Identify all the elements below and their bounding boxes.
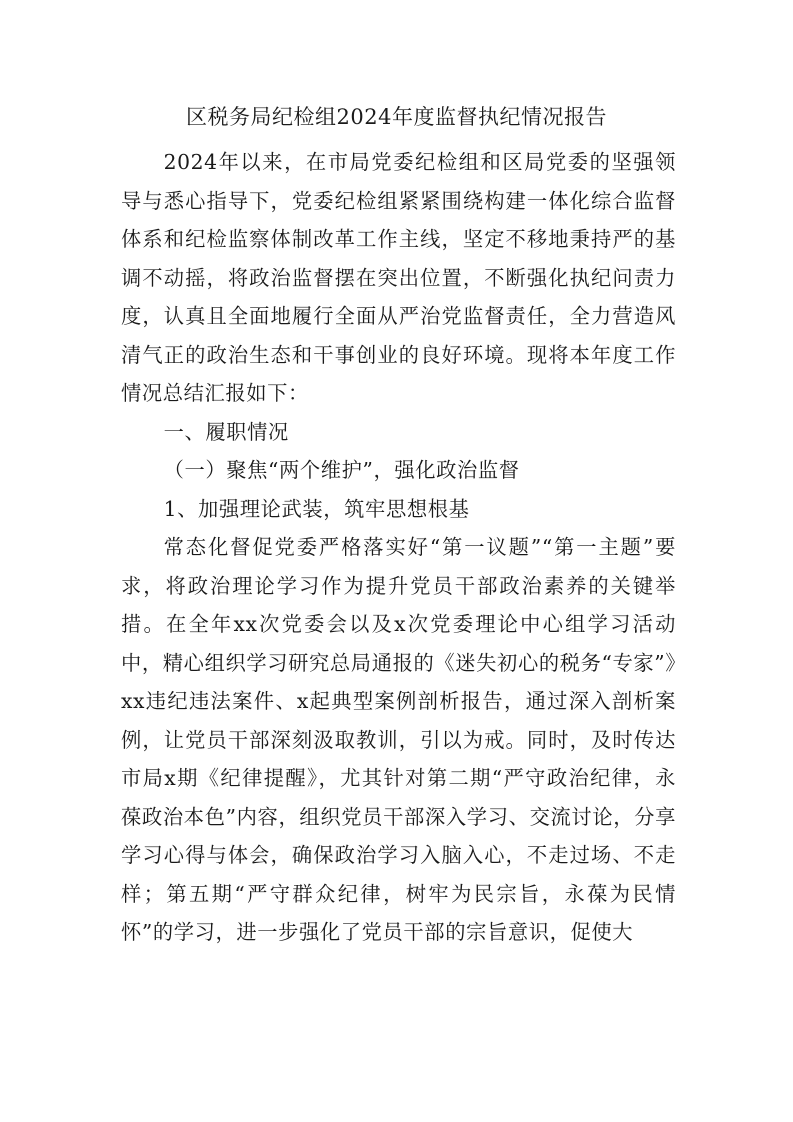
- body-paragraph-intro: 2024年以来，在市局党委纪检组和区局党委的坚强领导与悉心指导下，党委纪检组紧紧围绕构建一体化综合监督体系和纪检监察体制改革工作主线，坚定不移地秉持严的基调不动摇，将政治监督摆在突出位置，不断强化执纪问责力度，认真且全面地履行全面从严治党监督责任，全力营造风清气正的政治生态和干事创业的良好环境。现将本年度工作情况总结汇报如下：: [121, 150, 676, 405]
- body-paragraph-item-1: 常态化督促党委严格落实好“第一议题”“第一主题”要求，将政治理论学习作为提升党员干部政治素养的关键举措。在全年xx次党委会以及x次党委理论中心组学习活动中，精心组织学习研究总局通报的《迷失初心的税务“专家”》xx违纪违法案件、x起典型案例剖析报告，通过深入剖析案例，让党员干部深刻汲取教训，引以为戒。同时，及时传达市局x期《纪律提醒》，尤其针对第二期“严守政治纪律，永葆政治本色”内容，组织党员干部深入学习、交流讨论，分享学习心得与体会，确保政治学习入脑入心，不走过场、不走样；第五期“严守群众纪律，树牢为民宗旨，永葆为民情怀”的学习，进一步强化了党员干部的宗旨意识，促使大: [121, 535, 676, 944]
- document-title: 区税务局纪检组2024年度监督执纪情况报告: [186, 105, 607, 129]
- section-heading-1: 一、履职情况: [163, 419, 289, 444]
- item-heading-1: 1、加强理论武装，筑牢思想根基: [163, 496, 470, 521]
- subsection-heading-1: （一）聚焦“两个维护”，强化政治监督: [163, 458, 520, 482]
- document-body: [121, 143, 676, 952]
